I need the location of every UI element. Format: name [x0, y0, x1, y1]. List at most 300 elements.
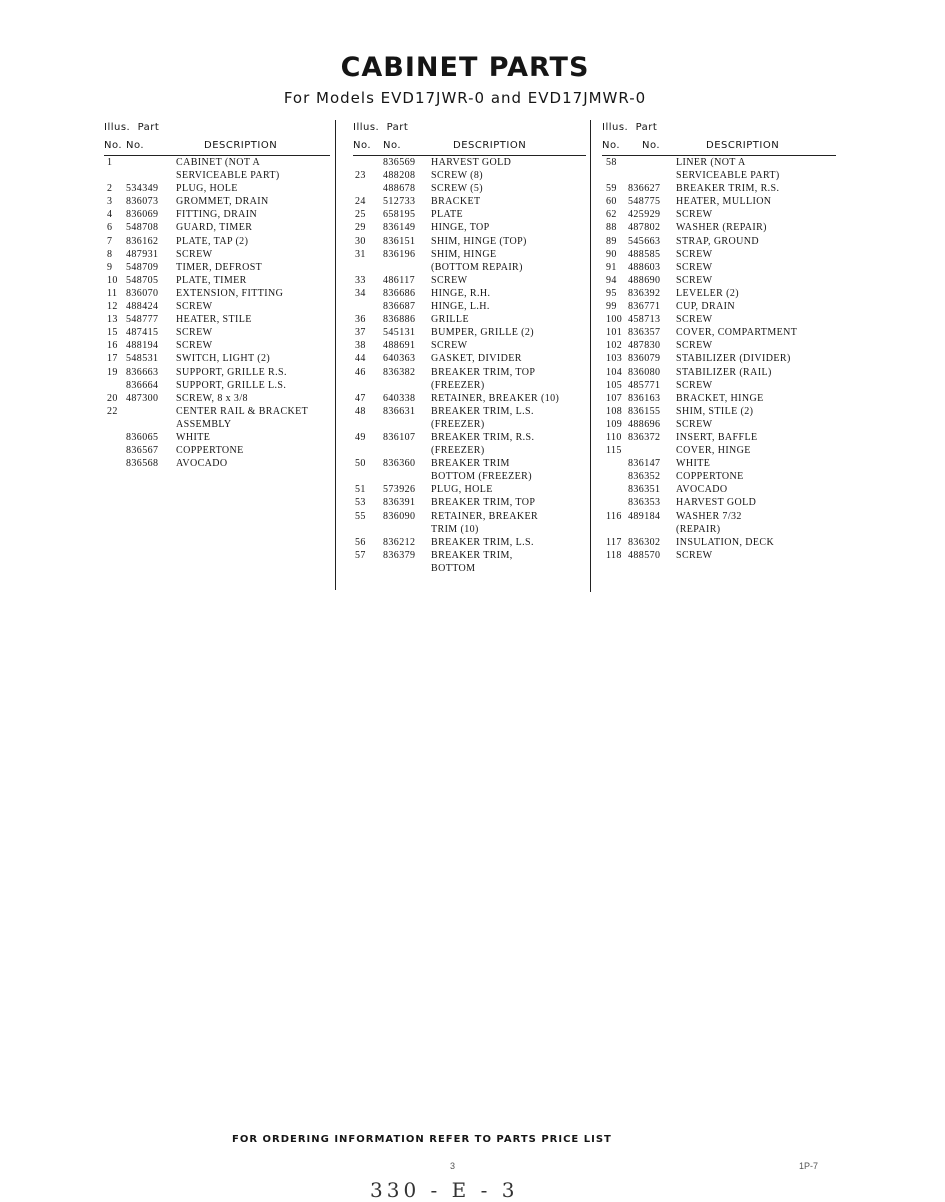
part-description: CABINET (NOT A [176, 157, 261, 168]
part-description: BREAKER TRIM [431, 458, 510, 470]
list-item [104, 457, 330, 470]
part-number: 836687 [383, 301, 416, 313]
part-description: (FREEZER) [431, 379, 485, 391]
part-description: WASHER (REPAIR) [676, 222, 767, 234]
list-item [602, 313, 836, 326]
part-description: BREAKER TRIM, L.S. [431, 536, 534, 548]
list-item [602, 326, 836, 339]
header-description: DESCRIPTION [706, 140, 780, 151]
list-item [104, 405, 330, 431]
illus-number: 108 [606, 405, 623, 417]
illus-number: 56 [355, 536, 366, 548]
illus-number: 91 [606, 261, 617, 273]
part-description: WHITE [176, 431, 211, 443]
list-item [353, 366, 586, 392]
illus-number: 53 [355, 497, 366, 509]
part-description: SCREW (5) [431, 183, 484, 195]
list-item [353, 313, 586, 326]
list-item [353, 169, 586, 182]
part-description: SCREW [676, 314, 713, 326]
part-description: SCREW [676, 248, 713, 260]
illus-number: 46 [355, 366, 366, 378]
illus-number: 51 [355, 484, 366, 496]
illus-number: 104 [606, 366, 623, 378]
part-description: GASKET, DIVIDER [431, 353, 522, 365]
part-description: CUP, DRAIN [676, 301, 736, 313]
illus-number: 7 [107, 235, 113, 247]
list-item [353, 300, 586, 313]
part-number: 573926 [383, 484, 416, 496]
list-item [602, 549, 836, 562]
part-number: 836353 [628, 497, 661, 509]
part-number: 488208 [383, 170, 416, 182]
part-number: 836686 [383, 287, 416, 299]
part-description: PLUG, HOLE [431, 484, 493, 496]
part-number: 640338 [383, 392, 416, 404]
part-description: SHIM, STILE (2) [676, 405, 754, 417]
part-description: (FREEZER) [431, 418, 485, 430]
illus-number: 99 [606, 301, 617, 313]
list-item [104, 300, 330, 313]
parts-list [104, 156, 330, 470]
part-number: 836886 [383, 314, 416, 326]
illus-number: 9 [107, 261, 113, 273]
illus-number: 12 [107, 301, 118, 313]
part-number: 836080 [628, 366, 661, 378]
list-item [602, 483, 836, 496]
part-number: 836360 [383, 458, 416, 470]
part-number: 836664 [126, 379, 159, 391]
part-number: 548705 [126, 274, 159, 286]
illus-number: 105 [606, 379, 623, 391]
header-description: DESCRIPTION [204, 140, 278, 151]
column-header [602, 120, 836, 156]
part-number: 488691 [383, 340, 416, 352]
illus-number: 101 [606, 327, 623, 339]
list-item [602, 274, 836, 287]
list-item [353, 431, 586, 457]
part-number: 488585 [628, 248, 661, 260]
part-number: 836196 [383, 248, 416, 260]
list-item [353, 549, 586, 575]
illus-number: 118 [606, 549, 622, 561]
list-item [104, 208, 330, 221]
part-number: 836567 [126, 445, 159, 457]
part-description: SCREW [176, 340, 213, 352]
part-description: LEVELER (2) [676, 287, 739, 299]
part-number: 534349 [126, 183, 159, 195]
list-item [104, 392, 330, 405]
part-description: BREAKER TRIM, TOP [431, 366, 536, 378]
part-description: (FREEZER) [431, 445, 485, 457]
part-number: 836079 [628, 353, 661, 365]
part-description: HINGE, TOP [431, 222, 490, 234]
header-illus-no: No. [104, 140, 123, 151]
list-item [602, 287, 836, 300]
list-item [602, 366, 836, 379]
illus-number: 89 [606, 235, 617, 247]
illus-number: 8 [107, 248, 113, 260]
list-item [353, 457, 586, 483]
part-description: CENTER RAIL & BRACKET [176, 405, 309, 417]
part-description: EXTENSION, FITTING [176, 287, 284, 299]
illus-number: 33 [355, 274, 366, 286]
list-item [353, 208, 586, 221]
part-number: 548775 [628, 196, 661, 208]
illus-number: 11 [107, 287, 118, 299]
illus-number: 94 [606, 274, 617, 286]
parts-column-3 [602, 120, 836, 562]
list-item [353, 182, 586, 195]
part-number: 836147 [628, 458, 661, 470]
part-number: 836149 [383, 222, 416, 234]
illus-number: 100 [606, 314, 623, 326]
list-item [104, 326, 330, 339]
part-description: SCREW [676, 261, 713, 273]
part-number: 836151 [383, 235, 416, 247]
part-description: (BOTTOM REPAIR) [431, 261, 523, 273]
part-number: 458713 [628, 314, 661, 326]
illus-number: 109 [606, 418, 623, 430]
list-item [602, 510, 836, 536]
illus-number: 34 [355, 287, 366, 299]
list-item [602, 405, 836, 418]
header-illus-part: Illus. Part [104, 122, 160, 133]
ordering-info-footer: FOR ORDERING INFORMATION REFER TO PARTS PRICE LIST [232, 1134, 612, 1145]
illus-number: 62 [606, 209, 617, 221]
list-item [353, 195, 586, 208]
illus-number: 116 [606, 510, 622, 522]
part-description: STABILIZER (DIVIDER) [676, 353, 791, 365]
part-description: SCREW [676, 209, 713, 221]
part-number: 836627 [628, 183, 661, 195]
part-description: GRILLE [431, 314, 469, 326]
part-description: SCREW [431, 340, 468, 352]
part-description: HARVEST GOLD [676, 497, 757, 509]
part-number: 487931 [126, 248, 159, 260]
part-description: SCREW [676, 418, 713, 430]
part-number: 512733 [383, 196, 416, 208]
part-number: 487300 [126, 392, 159, 404]
illus-number: 38 [355, 340, 366, 352]
illus-number: 24 [355, 196, 366, 208]
part-number: 836107 [383, 431, 416, 443]
list-item [104, 221, 330, 234]
list-item [602, 418, 836, 431]
list-item [104, 313, 330, 326]
part-description: COPPERTONE [176, 445, 244, 457]
part-number: 836069 [126, 209, 159, 221]
part-description: BOTTOM (FREEZER) [431, 471, 532, 483]
part-description: (REPAIR) [676, 523, 721, 535]
illus-number: 115 [606, 445, 622, 457]
part-number: 548708 [126, 222, 159, 234]
list-item [602, 182, 836, 195]
list-item [353, 496, 586, 509]
illus-number: 95 [606, 287, 617, 299]
part-description: SCREW [431, 274, 468, 286]
part-number: 836070 [126, 287, 159, 299]
part-number: 836065 [126, 431, 159, 443]
list-item [353, 352, 586, 365]
part-number: 488424 [126, 301, 159, 313]
part-description: RETAINER, BREAKER (10) [431, 392, 560, 404]
column-divider [335, 120, 336, 590]
part-description: SCREW, 8 x 3/8 [176, 392, 248, 404]
handwritten-note: 330 - E - 3 [370, 1178, 519, 1202]
list-item [353, 156, 586, 169]
list-item [602, 339, 836, 352]
illus-number: 90 [606, 248, 617, 260]
part-number: 545663 [628, 235, 661, 247]
part-description: SCREW [676, 274, 713, 286]
part-number: 836351 [628, 484, 661, 496]
header-part-no: No. [126, 140, 145, 151]
column-header [104, 120, 330, 156]
list-item [104, 182, 330, 195]
list-item [104, 235, 330, 248]
part-number: 487415 [126, 327, 159, 339]
illus-number: 60 [606, 196, 617, 208]
list-item [602, 248, 836, 261]
part-number: 836391 [383, 497, 416, 509]
illus-number: 25 [355, 209, 366, 221]
header-illus-part: Illus. Part [602, 122, 658, 133]
list-item [602, 470, 836, 483]
list-item [353, 274, 586, 287]
illus-number: 29 [355, 222, 366, 234]
part-description: BREAKER TRIM, L.S. [431, 405, 534, 417]
part-number: 836155 [628, 405, 661, 417]
part-description: PLATE [431, 209, 463, 221]
illus-number: 37 [355, 327, 366, 339]
list-item [104, 444, 330, 457]
list-item [353, 326, 586, 339]
part-description: COPPERTONE [676, 471, 744, 483]
part-description: BREAKER TRIM, [431, 549, 513, 561]
part-description: BREAKER TRIM, R.S. [676, 183, 780, 195]
illus-number: 31 [355, 248, 366, 260]
part-description: HEATER, STILE [176, 314, 252, 326]
part-number: 545131 [383, 327, 416, 339]
illus-number: 102 [606, 340, 623, 352]
part-number: 836073 [126, 196, 159, 208]
header-part-no: No. [383, 140, 402, 151]
part-description: SERVICEABLE PART) [176, 170, 280, 182]
list-item [104, 431, 330, 444]
part-description: SUPPORT, GRILLE L.S. [176, 379, 287, 391]
part-description: HINGE, L.H. [431, 301, 490, 313]
part-description: LINER (NOT A [676, 157, 746, 168]
header-illus-no: No. [602, 140, 621, 151]
part-description: AVOCADO [176, 458, 228, 470]
list-item [104, 379, 330, 392]
column-divider [590, 120, 591, 592]
illus-number: 117 [606, 536, 622, 548]
page-subtitle: For Models EVD17JWR-0 and EVD17JMWR-0 [283, 89, 647, 107]
part-description: SUPPORT, GRILLE R.S. [176, 366, 287, 378]
illus-number: 50 [355, 458, 366, 470]
illus-number: 48 [355, 405, 366, 417]
part-number: 836568 [126, 458, 159, 470]
part-description: SCREW [676, 379, 713, 391]
part-number: 488603 [628, 261, 661, 273]
part-number: 489184 [628, 510, 661, 522]
list-item [353, 392, 586, 405]
part-description: HEATER, MULLION [676, 196, 772, 208]
illus-number: 23 [355, 170, 366, 182]
illus-number: 13 [107, 314, 118, 326]
list-item [602, 496, 836, 509]
part-number: 836090 [383, 510, 416, 522]
part-description: ASSEMBLY [176, 418, 232, 430]
part-number: 487830 [628, 340, 661, 352]
header-illus-no: No. [353, 140, 372, 151]
part-description: RETAINER, BREAKER [431, 510, 539, 522]
page-number: 3 [450, 1161, 456, 1171]
part-number: 488570 [628, 549, 661, 561]
part-description: GUARD, TIMER [176, 222, 253, 234]
illus-number: 10 [107, 274, 118, 286]
part-description: WASHER 7/32 [676, 510, 742, 522]
part-number: 836631 [383, 405, 416, 417]
part-description: FITTING, DRAIN [176, 209, 258, 221]
part-number: 836663 [126, 366, 159, 378]
part-description: SCREW (8) [431, 170, 484, 182]
part-description: SCREW [676, 549, 713, 561]
parts-list [353, 156, 586, 575]
list-item [602, 235, 836, 248]
list-item [602, 536, 836, 549]
part-number: 488678 [383, 183, 416, 195]
part-description: COVER, COMPARTMENT [676, 327, 798, 339]
list-item [602, 156, 836, 182]
part-description: BRACKET [431, 196, 481, 208]
page-title: CABINET PARTS [340, 52, 590, 83]
illus-number: 6 [107, 222, 113, 234]
part-description: SCREW [676, 340, 713, 352]
list-item [104, 248, 330, 261]
illus-number: 22 [107, 405, 118, 417]
part-number: 836372 [628, 431, 661, 443]
part-description: SWITCH, LIGHT (2) [176, 353, 271, 365]
part-number: 488696 [628, 418, 661, 430]
part-number: 836569 [383, 157, 416, 168]
header-description: DESCRIPTION [453, 140, 527, 151]
column-header [353, 120, 586, 156]
illus-number: 3 [107, 196, 113, 208]
part-description: INSERT, BAFFLE [676, 431, 758, 443]
part-number: 487802 [628, 222, 661, 234]
part-number: 836771 [628, 301, 661, 313]
illus-number: 55 [355, 510, 366, 522]
list-item [104, 339, 330, 352]
list-item [353, 483, 586, 496]
header-part-no: No. [642, 140, 661, 151]
part-description: WHITE [676, 458, 711, 470]
list-item [353, 339, 586, 352]
illus-number: 36 [355, 314, 366, 326]
list-item [602, 431, 836, 444]
list-item [602, 457, 836, 470]
part-number: 836212 [383, 536, 416, 548]
part-description: STRAP, GROUND [676, 235, 759, 247]
parts-column-2 [353, 120, 586, 575]
illus-number: 47 [355, 392, 366, 404]
illus-number: 16 [107, 340, 118, 352]
illus-number: 57 [355, 549, 366, 561]
part-description: BREAKER TRIM, TOP [431, 497, 536, 509]
part-number: 836162 [126, 235, 159, 247]
list-item [353, 405, 586, 431]
part-description: SCREW [176, 327, 213, 339]
part-number: 836352 [628, 471, 661, 483]
part-description: SHIM, HINGE (TOP) [431, 235, 527, 247]
part-number: 836382 [383, 366, 416, 378]
illus-number: 88 [606, 222, 617, 234]
part-description: TRIM (10) [431, 523, 479, 535]
illus-number: 107 [606, 392, 623, 404]
part-description: SHIM, HINGE [431, 248, 497, 260]
list-item [602, 352, 836, 365]
part-number: 640363 [383, 353, 416, 365]
parts-list [602, 156, 836, 562]
list-item [602, 261, 836, 274]
list-item [104, 195, 330, 208]
part-number: 836392 [628, 287, 661, 299]
part-description: BUMPER, GRILLE (2) [431, 327, 535, 339]
illus-number: 2 [107, 183, 113, 195]
list-item [353, 510, 586, 536]
part-description: STABILIZER (RAIL) [676, 366, 772, 378]
list-item [353, 248, 586, 274]
part-number: 425929 [628, 209, 661, 221]
illus-number: 20 [107, 392, 118, 404]
illus-number: 19 [107, 366, 118, 378]
part-description: SCREW [176, 248, 213, 260]
part-description: SERVICEABLE PART) [676, 170, 780, 182]
part-number: 486117 [383, 274, 416, 286]
list-item [602, 444, 836, 457]
part-description: COVER, HINGE [676, 445, 751, 457]
list-item [602, 221, 836, 234]
list-item [602, 195, 836, 208]
list-item [104, 274, 330, 287]
part-description: BRACKET, HINGE [676, 392, 764, 404]
part-number: 548531 [126, 353, 159, 365]
part-description: HINGE, R.H. [431, 287, 491, 299]
list-item [602, 392, 836, 405]
part-description: INSULATION, DECK [676, 536, 775, 548]
illus-number: 59 [606, 183, 617, 195]
illus-number: 58 [606, 157, 617, 168]
list-item [353, 536, 586, 549]
illus-number: 49 [355, 431, 366, 443]
part-number: 488194 [126, 340, 159, 352]
part-number: 836357 [628, 327, 661, 339]
part-number: 488690 [628, 274, 661, 286]
part-number: 548777 [126, 314, 159, 326]
part-description: BOTTOM [431, 562, 476, 574]
part-number: 658195 [383, 209, 416, 221]
illus-number: 17 [107, 353, 118, 365]
document-code: 1P-7 [799, 1161, 819, 1171]
illus-number: 30 [355, 235, 366, 247]
illus-number: 15 [107, 327, 118, 339]
illus-number: 44 [355, 353, 366, 365]
illus-number: 103 [606, 353, 623, 365]
part-description: SCREW [176, 301, 213, 313]
